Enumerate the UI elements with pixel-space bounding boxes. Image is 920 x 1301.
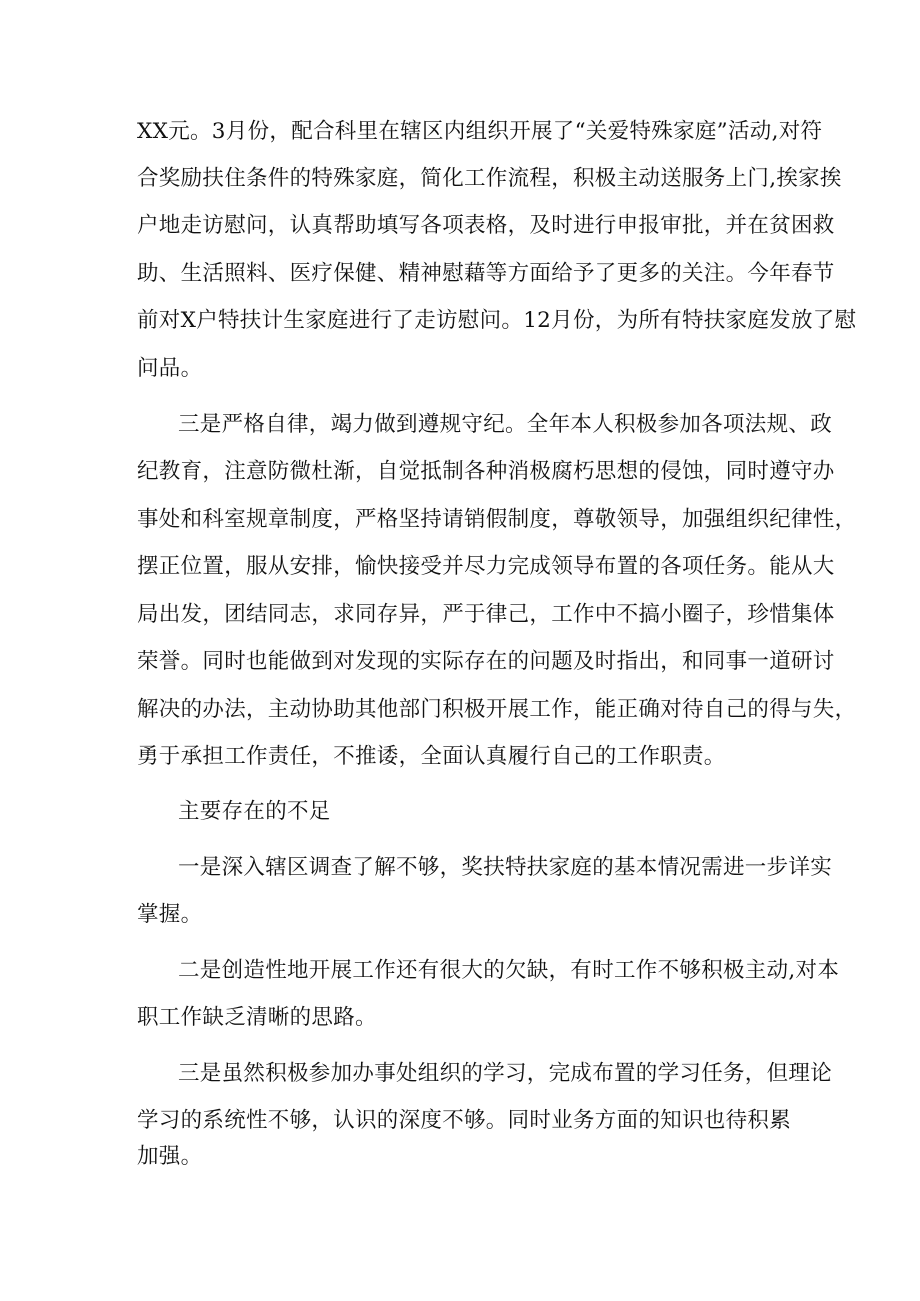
paragraph-1-line-6: 问品。 xyxy=(137,356,203,381)
paragraph-5-line-3: 加强。 xyxy=(137,1144,203,1169)
paragraph-2-line-5: 局出发，团结同志，求同存异，严于律己，工作中不搞小圈子，珍惜集体 xyxy=(137,602,835,627)
paragraph-2-line-2: 纪教育，注意防微杜渐，自觉抵制各种消极腐朽思想的侵蚀，同时遵守办 xyxy=(137,459,835,484)
paragraph-3-line-1: 一是深入辖区调查了解不够，奖扶特扶家庭的基本情况需进一步详实 xyxy=(178,855,833,880)
paragraph-5-line-1: 三是虽然积极参加办事处组织的学习，完成布置的学习任务，但理论 xyxy=(178,1061,833,1086)
paragraph-1-line-1: XX元。3月份，配合科里在辖区内组织开展了“关爱特殊家庭”活动,对符 xyxy=(137,119,823,144)
paragraph-5-line-2: 学习的系统性不够，认识的深度不够。同时业务方面的知识也待积累 xyxy=(137,1108,792,1133)
paragraph-1-line-5: 前对X户特扶计生家庭进行了走访慰问。12月份，为所有特扶家庭发放了慰 xyxy=(137,308,857,333)
paragraph-1-line-3: 户地走访慰问，认真帮助填写各项表格，及时进行申报审批，并在贫困救 xyxy=(137,213,835,238)
paragraph-2-line-7: 解决的办法，主动协助其他部门积极开展工作，能正确对待自己的得与失， xyxy=(137,697,857,722)
paragraph-2-line-4: 摆正位置，服从安排，愉快接受并尽力完成领导布置的各项任务。能从大 xyxy=(137,554,835,579)
paragraph-2-line-8: 勇于承担工作责任，不推诿，全面认真履行自己的工作职责。 xyxy=(137,744,726,769)
paragraph-1-line-4: 助、生活照料、医疗保健、精神慰藉等方面给予了更多的关注。今年春节 xyxy=(137,261,835,286)
paragraph-2-line-1: 三是严格自律，竭力做到遵规守纪。全年本人积极参加各项法规、政 xyxy=(178,412,833,437)
section-heading: 主要存在的不足 xyxy=(178,799,331,824)
paragraph-3-line-2: 掌握。 xyxy=(137,902,203,927)
paragraph-2-line-6: 荣誉。同时也能做到对发现的实际存在的问题及时指出，和同事一道研讨 xyxy=(137,649,835,674)
paragraph-4-line-2: 职工作缺乏清晰的思路。 xyxy=(137,1005,377,1030)
paragraph-1-line-2: 合奖励扶住条件的特殊家庭，简化工作流程，积极主动送服务上门,挨家挨 xyxy=(137,166,842,191)
paragraph-4-line-1: 二是创造性地开展工作还有很大的欠缺，有时工作不够积极主动,对本 xyxy=(178,958,840,983)
paragraph-2-line-3: 事处和科室规章制度，严格坚持请销假制度，尊敬领导，加强组织纪律性， xyxy=(137,507,857,532)
